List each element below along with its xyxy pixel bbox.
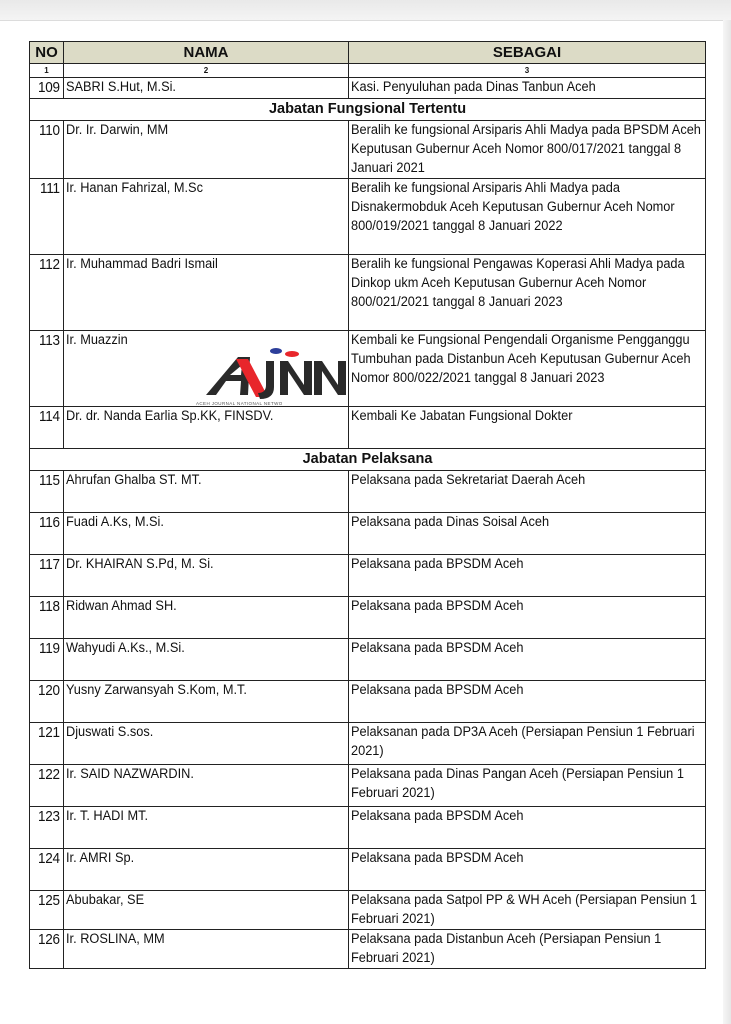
row-number: 124: [37, 850, 60, 867]
section-header-row: [30, 99, 706, 121]
column-number-row: [30, 64, 706, 78]
position-description: Pelaksanan pada DP3A Aceh (Persiapan Pensiun 1 Februari 2021): [351, 724, 695, 759]
position-description: Pelaksana pada BPSDM Aceh: [351, 556, 524, 572]
section-title: Jabatan Pelaksana: [30, 449, 706, 471]
header-no: NO: [30, 42, 64, 64]
row-number: 119: [38, 640, 60, 657]
position-description: Pelaksana pada BPSDM Aceh: [351, 850, 524, 866]
table-body: [30, 78, 706, 969]
position-description: Pelaksana pada BPSDM Aceh: [351, 640, 524, 656]
table-row: [30, 407, 706, 449]
row-number: 112: [38, 256, 60, 273]
person-name: Ir. SAID NAZWARDIN.: [66, 766, 194, 782]
viewer-top-bar: [0, 0, 731, 21]
person-name: SABRI S.Hut, M.Si.: [66, 79, 176, 95]
row-number: 111: [40, 180, 60, 197]
row-number: 118: [38, 598, 60, 615]
table-row: [30, 513, 706, 555]
table-row: [30, 849, 706, 891]
person-name: Ir. Muhammad Badri Ismail: [66, 256, 218, 272]
row-number: 117: [38, 556, 60, 573]
table-row: [30, 891, 706, 930]
position-description: Pelaksana pada Dinas Pangan Aceh (Persiapan Pensiun 1 Februari 2021): [351, 766, 684, 801]
column-number: 1: [30, 64, 64, 78]
table-row: [30, 765, 706, 807]
person-name: Dr. Ir. Darwin, MM: [66, 122, 169, 138]
position-description: Beralih ke fungsional Arsiparis Ahli Madya pada BPSDM Aceh Keputusan Gubernur Aceh Nomor 800/017/2021 tanggal 8 Januari 2021: [351, 122, 701, 176]
table-row: [30, 255, 706, 331]
section-title: Jabatan Fungsional Tertentu: [30, 99, 706, 121]
position-description: Pelaksana pada Distanbun Aceh (Persiapan Pensiun 1 Februari 2021): [351, 931, 662, 966]
row-number: 123: [37, 808, 60, 825]
row-number: 114: [38, 408, 60, 425]
person-name: Ir. Muazzin: [66, 332, 128, 348]
person-name: Ir. Hanan Fahrizal, M.Sc: [66, 180, 203, 196]
table-row: [30, 121, 706, 179]
person-name: Yusny Zarwansyah S.Kom, M.T.: [66, 682, 247, 698]
row-number: 122: [37, 766, 60, 783]
position-description: Pelaksana pada BPSDM Aceh: [351, 598, 524, 614]
table-row: [30, 471, 706, 513]
row-number: 121: [37, 724, 60, 741]
row-number: 109: [37, 79, 60, 96]
table-row: [30, 78, 706, 99]
position-description: Pelaksana pada BPSDM Aceh: [351, 808, 524, 824]
position-description: Kembali Ke Jabatan Fungsional Dokter: [351, 408, 573, 424]
viewer-right-edge: [723, 20, 731, 1024]
table-row: [30, 179, 706, 255]
row-number: 126: [37, 931, 60, 948]
column-number: 3: [349, 64, 706, 78]
person-name: Dr. KHAIRAN S.Pd, M. Si.: [66, 556, 214, 572]
section-header-row: [30, 449, 706, 471]
person-name: Wahyudi A.Ks., M.Si.: [66, 640, 185, 656]
person-name: Ahrufan Ghalba ST. MT.: [66, 472, 202, 488]
position-description: Pelaksana pada Dinas Soisal Aceh: [351, 514, 550, 530]
person-name: Ridwan Ahmad SH.: [66, 598, 177, 614]
table-row: [30, 555, 706, 597]
logo-tagline: ACEH JOURNAL NATIONAL NETWO: [196, 401, 283, 406]
table-row: [30, 807, 706, 849]
position-description: Pelaksana pada Satpol PP & WH Aceh (Persiapan Pensiun 1 Februari 2021): [351, 892, 698, 927]
row-number: 113: [38, 332, 60, 349]
person-name: Dr. dr. Nanda Earlia Sp.KK, FINSDV.: [66, 408, 274, 424]
header-row: [30, 42, 706, 64]
position-description: Pelaksana pada Sekretariat Daerah Aceh: [351, 472, 586, 488]
table-row: [30, 597, 706, 639]
person-name: Ir. AMRI Sp.: [66, 850, 135, 866]
header-nama: NAMA: [64, 42, 349, 64]
position-description: Pelaksana pada BPSDM Aceh: [351, 682, 524, 698]
person-name: Fuadi A.Ks, M.Si.: [66, 514, 164, 530]
row-number: 120: [37, 682, 60, 699]
header-sebagai: SEBAGAI: [349, 42, 706, 64]
person-name: Abubakar, SE: [66, 892, 145, 908]
position-description: Beralih ke fungsional Arsiparis Ahli Madya pada Disnakermobduk Aceh Keputusan Gubernur Aceh Nomor 800/019/2021 tanggal 8 Januari 2022: [351, 180, 675, 234]
row-number: 110: [38, 122, 60, 139]
row-number: 125: [37, 892, 60, 909]
row-number: 116: [38, 514, 60, 531]
person-name: Djuswati S.sos.: [66, 724, 154, 740]
table-row: [30, 639, 706, 681]
position-description: Kasi. Penyuluhan pada Dinas Tanbun Aceh: [351, 79, 596, 95]
table-row: [30, 681, 706, 723]
column-number: 2: [64, 64, 349, 78]
person-name: Ir. ROSLINA, MM: [66, 931, 165, 947]
personnel-table: [29, 41, 706, 969]
row-number: 115: [38, 472, 60, 489]
table-row: [30, 331, 706, 407]
position-description: Kembali ke Fungsional Pengendali Organisme Pengganggu Tumbuhan pada Distanbun Aceh Keputusan Gubernur Aceh Nomor 800/022/2021 tanggal 8 Januari 2023: [351, 332, 691, 386]
person-name: Ir. T. HADI MT.: [66, 808, 149, 824]
table-row: [30, 723, 706, 765]
position-description: Beralih ke fungsional Pengawas Koperasi Ahli Madya pada Dinkop ukm Aceh Keputusan Gubernur Aceh Nomor 800/021/2021 tanggal 8 Januari 2023: [351, 256, 685, 310]
table-row: [30, 930, 706, 969]
